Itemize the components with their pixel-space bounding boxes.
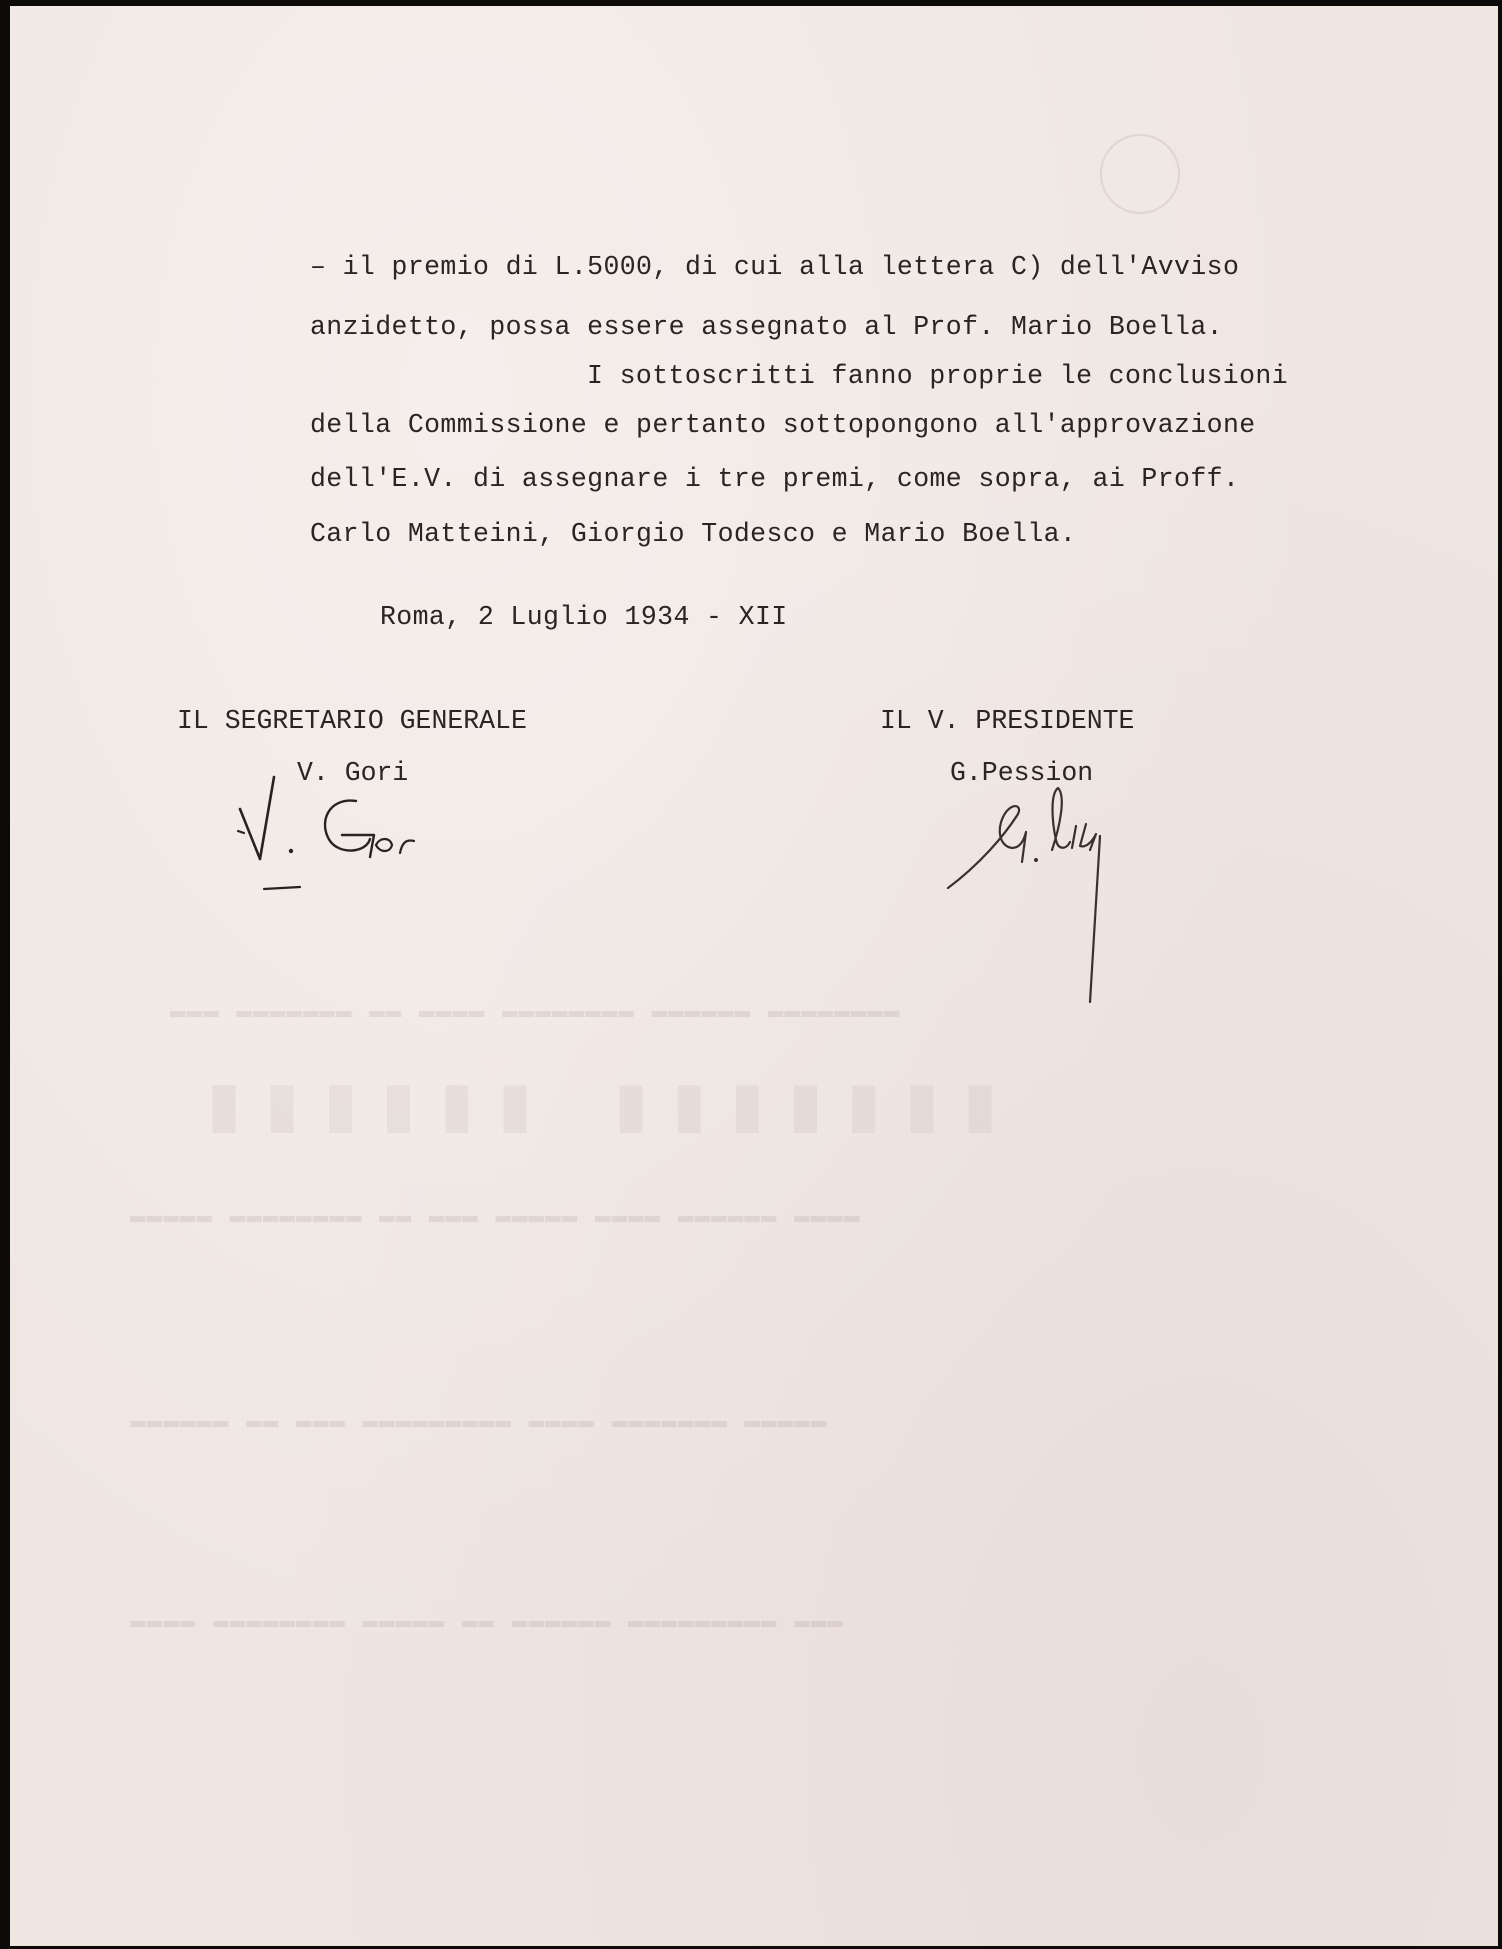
vice-president-name: G.Pession xyxy=(950,758,1094,788)
bleed-through-heading: ▮▮▮▮▮▮ ▮▮▮▮▮▮▮ xyxy=(200,1064,1015,1155)
bleed-through-text: ▬▬▬▬▬ ▬▬▬▬▬▬▬▬ ▬▬ ▬▬▬ ▬▬▬▬▬ ▬▬▬▬ ▬▬▬▬▬▬ ▬▬▬▬ xyxy=(130,1201,861,1231)
body-line-4: della Commissione e pertanto sottopongono all'approvazione xyxy=(310,410,1256,440)
bleed-through-text: ▬▬▬▬▬▬ ▬▬ ▬▬▬ ▬▬▬▬▬▬▬▬▬ ▬▬▬▬ ▬▬▬▬▬▬▬ ▬▬▬▬▬ xyxy=(130,1406,828,1436)
body-line-5: dell'E.V. di assegnare i tre premi, come sopra, ai Proff. xyxy=(310,464,1240,494)
secretary-name: V. Gori xyxy=(297,758,409,788)
body-line-1: – il premio di L.5000, di cui alla lettera C) dell'Avviso xyxy=(310,252,1240,282)
secretary-signature xyxy=(230,761,470,911)
body-line-2: anzidetto, possa essere assegnato al Prof. Mario Boella. xyxy=(310,312,1223,342)
secretary-title: IL SEGRETARIO GENERALE xyxy=(177,706,527,736)
bleed-through-seal xyxy=(1100,134,1180,214)
bleed-through-text: ▬▬▬ ▬▬▬▬▬▬▬ ▬▬ ▬▬▬▬ ▬▬▬▬▬▬▬▬ ▬▬▬▬▬▬ ▬▬▬▬▬▬▬▬ xyxy=(170,996,901,1026)
vice-president-signature xyxy=(940,766,1160,1016)
bleed-through-text: ▬▬▬▬ ▬▬▬▬▬▬▬▬ ▬▬▬▬▬ ▬▬ ▬▬▬▬▬▬ ▬▬▬▬▬▬▬▬▬ ▬▬▬ xyxy=(130,1606,844,1636)
vice-president-title: IL V. PRESIDENTE xyxy=(880,706,1135,736)
body-line-3: I sottoscritti fanno proprie le conclusioni xyxy=(587,361,1289,391)
document-page xyxy=(10,6,1498,1946)
body-line-6: Carlo Matteini, Giorgio Todesco e Mario Boella. xyxy=(310,519,1077,549)
date-line: Roma, 2 Luglio 1934 - XII xyxy=(380,602,788,632)
